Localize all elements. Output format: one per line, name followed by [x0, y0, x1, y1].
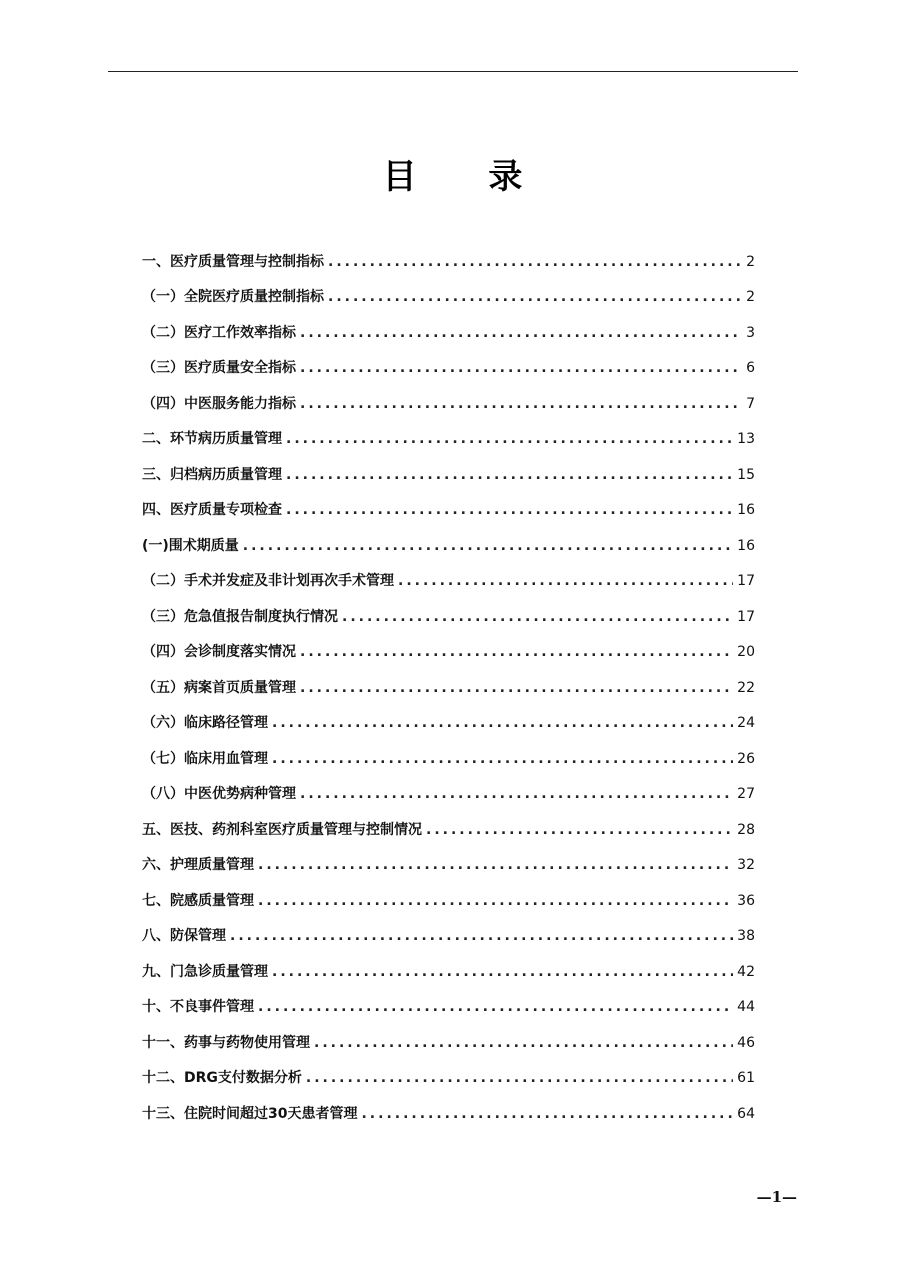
toc-entry[interactable] [142, 251, 755, 273]
toc-leader-dots [314, 1032, 733, 1054]
toc-entry-page: 38 [737, 928, 755, 944]
toc-leader-dots [230, 925, 733, 947]
toc-entry[interactable] [142, 996, 755, 1018]
toc-entry-page: 32 [737, 857, 755, 873]
toc-entry[interactable] [142, 535, 755, 557]
toc-leader-dots [306, 1067, 733, 1089]
toc-leader-dots [286, 464, 733, 486]
toc-entry[interactable] [142, 677, 755, 699]
toc-leader-dots [300, 357, 742, 379]
toc-entry-page: 26 [737, 751, 755, 767]
toc-entry[interactable] [142, 286, 755, 308]
toc-entry[interactable] [142, 819, 755, 841]
toc-entry-page: 16 [737, 538, 755, 554]
toc-entry-page: 2 [746, 289, 755, 305]
toc-entry-page: 7 [746, 396, 755, 412]
toc-entry[interactable] [142, 357, 755, 379]
toc-leader-dots [286, 499, 733, 521]
toc-leader-dots [258, 890, 733, 912]
toc-entry[interactable] [142, 641, 755, 663]
toc-entry[interactable] [142, 854, 755, 876]
toc-entry[interactable] [142, 393, 755, 415]
toc-entry[interactable] [142, 748, 755, 770]
toc-entry-page: 22 [737, 680, 755, 696]
toc-entry[interactable] [142, 428, 755, 450]
toc-entry-label: 十、不良事件管理 [142, 999, 254, 1015]
toc-entry[interactable] [142, 1067, 755, 1089]
toc-leader-dots [300, 322, 742, 344]
toc-entry-label: (一)围术期质量 [142, 538, 239, 554]
toc-entry-label: （八）中医优势病种管理 [142, 786, 296, 802]
toc-entry-page: 46 [737, 1035, 755, 1051]
toc-entry-label: 一、医疗质量管理与控制指标 [142, 254, 324, 270]
toc-entry-label: （三）医疗质量安全指标 [142, 360, 296, 376]
toc-leader-dots [272, 748, 733, 770]
toc-leader-dots [426, 819, 733, 841]
toc-entry-page: 6 [746, 360, 755, 376]
toc-entry-page: 24 [737, 715, 755, 731]
toc-entry-label: 六、护理质量管理 [142, 857, 254, 873]
toc-entry-page: 17 [737, 609, 755, 625]
toc-entry[interactable] [142, 925, 755, 947]
toc-entry-page: 2 [746, 254, 755, 270]
toc-entry-page: 42 [737, 964, 755, 980]
toc-entry-label: （三）危急值报告制度执行情况 [142, 609, 338, 625]
toc-entry-page: 64 [737, 1106, 755, 1122]
toc-entry-page: 15 [737, 467, 755, 483]
page-number: —1— [756, 1188, 797, 1206]
toc-entry-page: 27 [737, 786, 755, 802]
toc-entry-label: 四、医疗质量专项检查 [142, 502, 282, 518]
toc-entry-label: 九、门急诊质量管理 [142, 964, 268, 980]
toc-entry[interactable] [142, 606, 755, 628]
toc-entry[interactable] [142, 464, 755, 486]
toc-entry-label: 十二、DRG支付数据分析 [142, 1070, 302, 1086]
toc-entry-label: 十一、药事与药物使用管理 [142, 1035, 310, 1051]
toc-leader-dots [258, 996, 733, 1018]
toc-entry-label: （一）全院医疗质量控制指标 [142, 289, 324, 305]
toc-entry[interactable] [142, 1103, 755, 1125]
toc-entry[interactable] [142, 783, 755, 805]
toc-entry[interactable] [142, 322, 755, 344]
toc-entry-label: （四）中医服务能力指标 [142, 396, 296, 412]
toc-entry[interactable] [142, 961, 755, 983]
toc-entry[interactable] [142, 570, 755, 592]
toc-entry-page: 3 [746, 325, 755, 341]
toc-leader-dots [300, 393, 742, 415]
toc-leader-dots [300, 641, 733, 663]
toc-entry-label: 七、院感质量管理 [142, 893, 254, 909]
toc-entry[interactable] [142, 890, 755, 912]
toc-entry-label: 二、环节病历质量管理 [142, 431, 282, 447]
toc-entry-page: 28 [737, 822, 755, 838]
toc-leader-dots [272, 712, 733, 734]
toc-leader-dots [328, 251, 742, 273]
toc-entry[interactable] [142, 1032, 755, 1054]
page-title: 目 录 [382, 157, 553, 197]
toc-entry-page: 36 [737, 893, 755, 909]
toc-leader-dots [243, 535, 733, 557]
toc-entry-label: （五）病案首页质量管理 [142, 680, 296, 696]
toc-leader-dots [258, 854, 733, 876]
toc-entry-page: 44 [737, 999, 755, 1015]
toc-entry-label: 十三、住院时间超过30天患者管理 [142, 1106, 358, 1122]
toc-entry-page: 61 [737, 1070, 755, 1086]
toc-leader-dots [286, 428, 733, 450]
toc-entry-label: （七）临床用血管理 [142, 751, 268, 767]
toc-entry-page: 20 [737, 644, 755, 660]
toc-entry-label: （四）会诊制度落实情况 [142, 644, 296, 660]
toc-entry[interactable] [142, 712, 755, 734]
toc-entry-label: 三、归档病历质量管理 [142, 467, 282, 483]
toc-entry[interactable] [142, 499, 755, 521]
toc-entry-label: （二）医疗工作效率指标 [142, 325, 296, 341]
toc-entry-label: 五、医技、药剂科室医疗质量管理与控制情况 [142, 822, 422, 838]
toc-leader-dots [328, 286, 742, 308]
toc-entry-page: 13 [737, 431, 755, 447]
toc-entry-label: （二）手术并发症及非计划再次手术管理 [142, 573, 394, 589]
toc-entry-page: 16 [737, 502, 755, 518]
toc-entry-page: 17 [737, 573, 755, 589]
toc-leader-dots [361, 1103, 733, 1125]
toc-entry-label: （六）临床路径管理 [142, 715, 268, 731]
toc-leader-dots [300, 783, 733, 805]
toc-leader-dots [272, 961, 733, 983]
toc-entry-label: 八、防保管理 [142, 928, 226, 944]
toc-leader-dots [342, 606, 733, 628]
toc-leader-dots [300, 677, 733, 699]
toc-leader-dots [398, 570, 733, 592]
